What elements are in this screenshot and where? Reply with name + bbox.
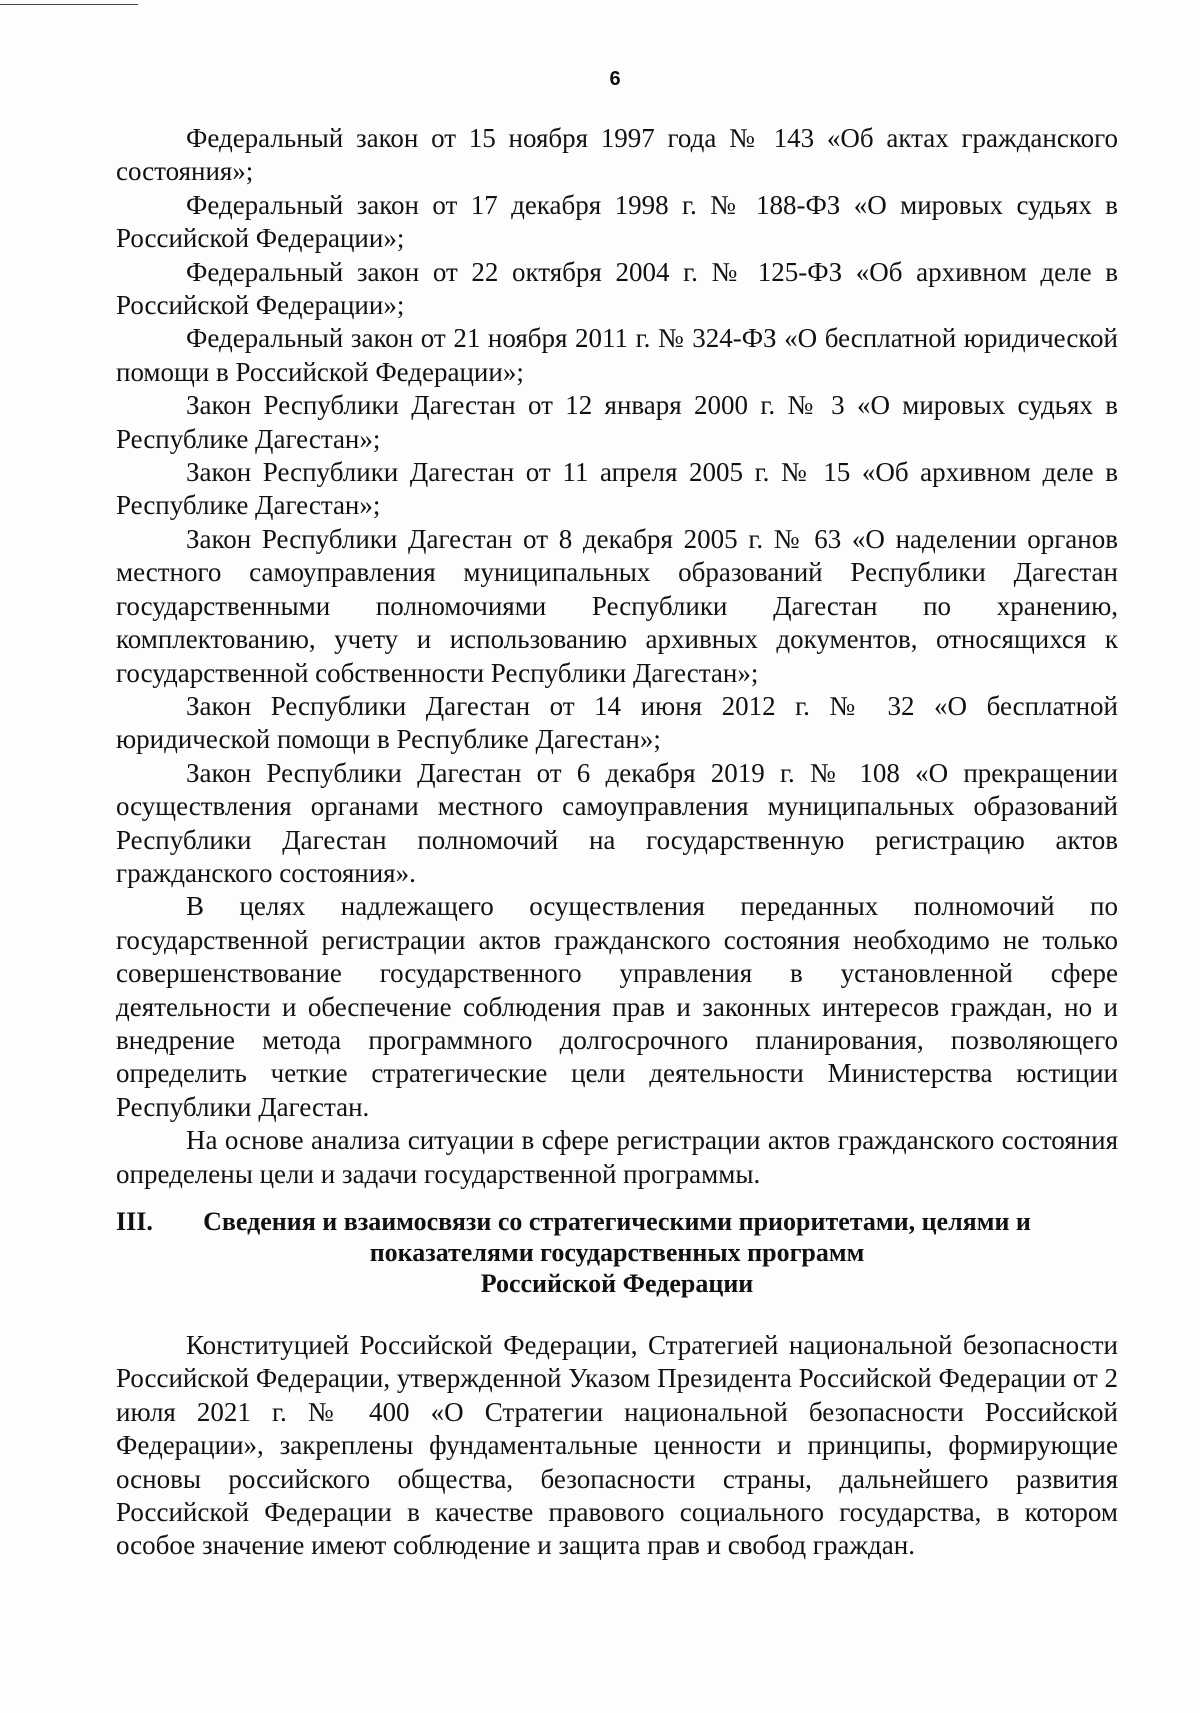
paragraph-rd-law-2012: Закон Республики Дагестан от 14 июня 2012 г. № 32 «О бесплатной юридической помощи в Республике Дагестан»;	[116, 690, 1118, 755]
section-number: III.	[116, 1207, 153, 1236]
paragraph-law-1998: Федеральный закон от 17 декабря 1998 г. № 188-ФЗ «О мировых судьях в Российской Федерации»;	[116, 189, 1118, 254]
section-heading	[116, 1206, 1118, 1299]
page-number: 6	[609, 68, 621, 90]
paragraph-rd-law-2005-15: Закон Республики Дагестан от 11 апреля 2005 г. № 15 «Об архивном деле в Республике Дагестан»;	[116, 457, 1118, 521]
paragraph-purpose: В целях надлежащего осуществления переданных полномочий по государственной регистрации актов гражданского состояния необходимо не только совершенствование государственного управления в установленной сфере деятельности и обеспечение соблюдения прав и законных интересов граждан, но и внедрение метода программного долгосрочного планирования, позволяющего определить четкие стратегические цели деятельности Министерства юстиции Республики Дагестан.	[116, 891, 1118, 1122]
section-title-line-3: Российской Федерации	[480, 1269, 754, 1298]
spacer	[116, 1299, 1118, 1329]
paragraph-law-2011: Федеральный закон от 21 ноября 2011 г. № 324-ФЗ «О бесплатной юридической помощи в Российской Федерации»;	[116, 323, 1118, 387]
document-body	[116, 122, 1118, 1563]
paragraph-analysis: На основе анализа ситуации в сфере регистрации актов гражданского состояния определены цели и задачи государственной программы.	[116, 1125, 1118, 1189]
paragraph-rd-law-2000: Закон Республики Дагестан от 12 января 2000 г. № 3 «О мировых судьях в Республике Дагестан»;	[116, 390, 1118, 454]
scan-artifact-line	[0, 4, 138, 5]
paragraph-law-2004: Федеральный закон от 22 октября 2004 г. № 125-ФЗ «Об архивном деле в Российской Федерации»;	[116, 256, 1118, 321]
paragraph-law-1997: Федеральный закон от 15 ноября 1997 года № 143 «Об актах гражданского состояния»;	[116, 123, 1118, 187]
paragraph-rd-law-2005-63: Закон Республики Дагестан от 8 декабря 2005 г. № 63 «О наделении органов местного самоуправления муниципальных образований Республики Дагестан государственными полномочиями Республики Дагестан по хранению, комплектованию, учету и использованию архивных документов, относящихся к государственной собственности Республики Дагестан»;	[116, 523, 1118, 688]
paragraph-rd-law-2019: Закон Республики Дагестан от 6 декабря 2019 г. № 108 «О прекращении осуществления органами местного самоуправления муниципальных образований Республики Дагестан полномочий на государственную регистрацию актов гражданского состояния».	[116, 757, 1118, 888]
section-title-line-2: показателями государственных программ	[369, 1238, 865, 1267]
paragraph-constitution: Конституцией Российской Федерации, Стратегией национальной безопасности Российской Федерации, утвержденной Указом Президента Российской Федерации от 2 июля 2021 г. № 400 «О Стратегии национальной безопасности Российской Федерации», закреплены фундаментальные ценности и принципы, формирующие основы российского общества, безопасности страны, дальнейшего развития Российской Федерации в качестве правового социального государства, в котором особое значение имеют соблюдение и защита прав и свобод граждан.	[116, 1330, 1118, 1561]
section-title-line-1: Сведения и взаимосвязи со стратегическими приоритетами, целями и	[203, 1207, 1031, 1236]
